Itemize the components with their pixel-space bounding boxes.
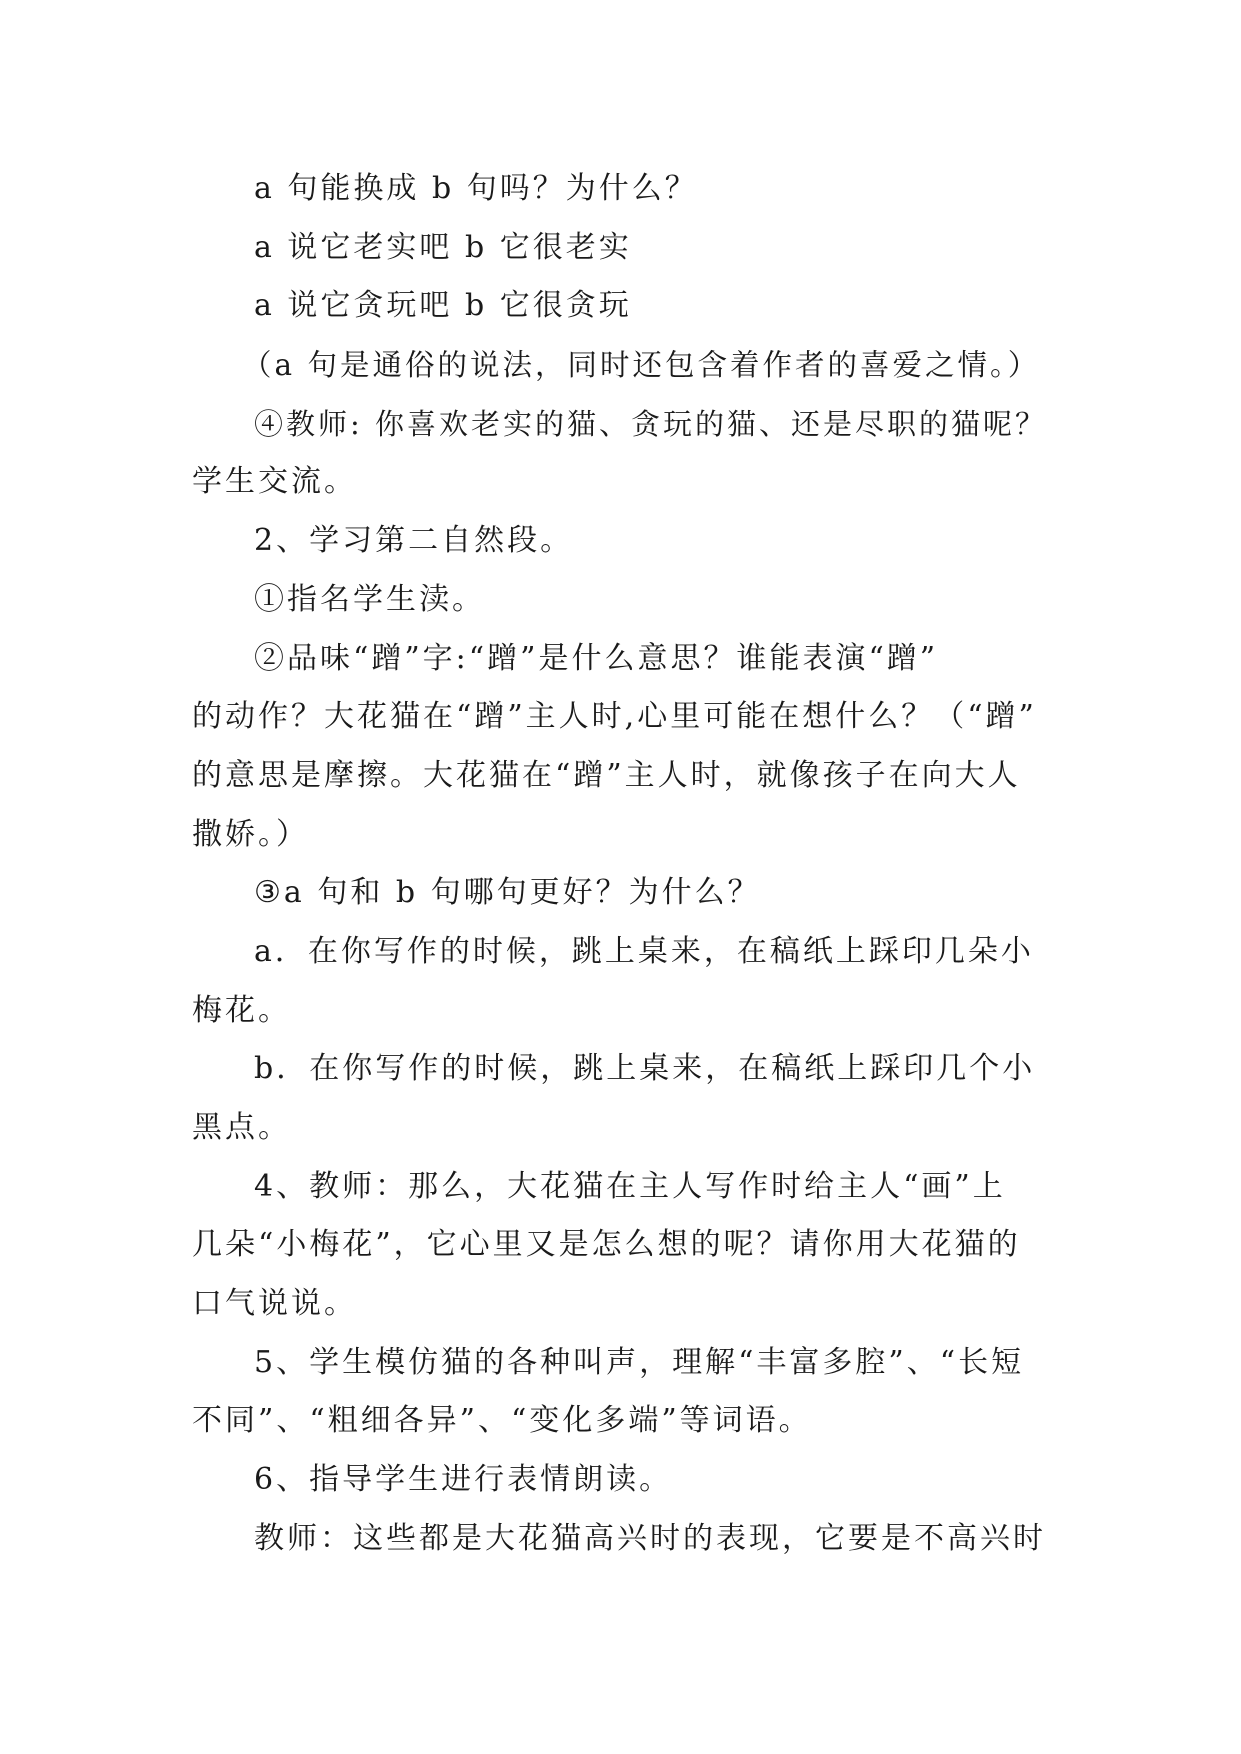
paragraph-line: 6、指导学生进行表情朗读。 xyxy=(254,1462,673,1498)
paragraph-line: 不同”、“粗细各异”、“变化多端”等词语。 xyxy=(192,1403,812,1439)
paragraph-line: 梅花。 xyxy=(192,992,291,1028)
paragraph-line: 2、学习第二自然段。 xyxy=(254,523,574,559)
paragraph-line: ④教师: 你喜欢老实的猫、贪玩的猫、还是尽职的猫呢？ xyxy=(254,406,1047,441)
paragraph-line: a．在你写作的时候，跳上桌来，在稿纸上踩印几朵小 xyxy=(254,933,1034,969)
paragraph-line: ③a 句和 b 句哪句更好？为什么？ xyxy=(254,875,761,911)
paragraph-line: ②品味“蹭”字:“蹭”是什么意思？谁能表演“蹭” xyxy=(254,640,939,676)
paragraph-line: 5、学生模仿猫的各种叫声，理解“丰富多腔”、“长短 xyxy=(254,1344,1025,1380)
paragraph-line: a 说它老实吧 b 它很老实 xyxy=(254,229,632,265)
paragraph-line: 教师：这些都是大花猫高兴时的表现，它要是不高兴时 xyxy=(254,1520,1046,1556)
paragraph-line: a 说它贪玩吧 b 它很贪玩 xyxy=(254,288,632,324)
paragraph-line: a 句能换成 b 句吗？为什么？ xyxy=(254,171,698,206)
paragraph-line: 的意思是摩擦。大花猫在“蹭”主人时，就像孩子在向大人 xyxy=(192,757,1021,793)
paragraph-line: （a 句是通俗的说法，同时还包含着作者的喜爱之情。） xyxy=(242,348,1041,383)
paragraph-line: 学生交流。 xyxy=(192,464,357,500)
paragraph-line: 黑点。 xyxy=(192,1110,291,1145)
paragraph-line: 撒娇。） xyxy=(192,816,309,852)
paragraph-line: ①指名学生渎。 xyxy=(254,581,485,617)
paragraph-line: 口气说说。 xyxy=(192,1286,357,1322)
paragraph-line: 4、教师：那么，大花猫在主人写作时给主人“画”上 xyxy=(254,1168,1006,1204)
paragraph-line: 几朵“小梅花”，它心里又是怎么想的呢？请你用大花猫的 xyxy=(192,1227,1021,1263)
paragraph-line: 的动作？大花猫在“蹭”主人时,心里可能在想什么？（“蹭” xyxy=(192,699,1037,735)
document-body xyxy=(192,160,1050,1569)
paragraph-line: b．在你写作的时候，跳上桌来，在稿纸上踩印几个小 xyxy=(254,1051,1036,1087)
